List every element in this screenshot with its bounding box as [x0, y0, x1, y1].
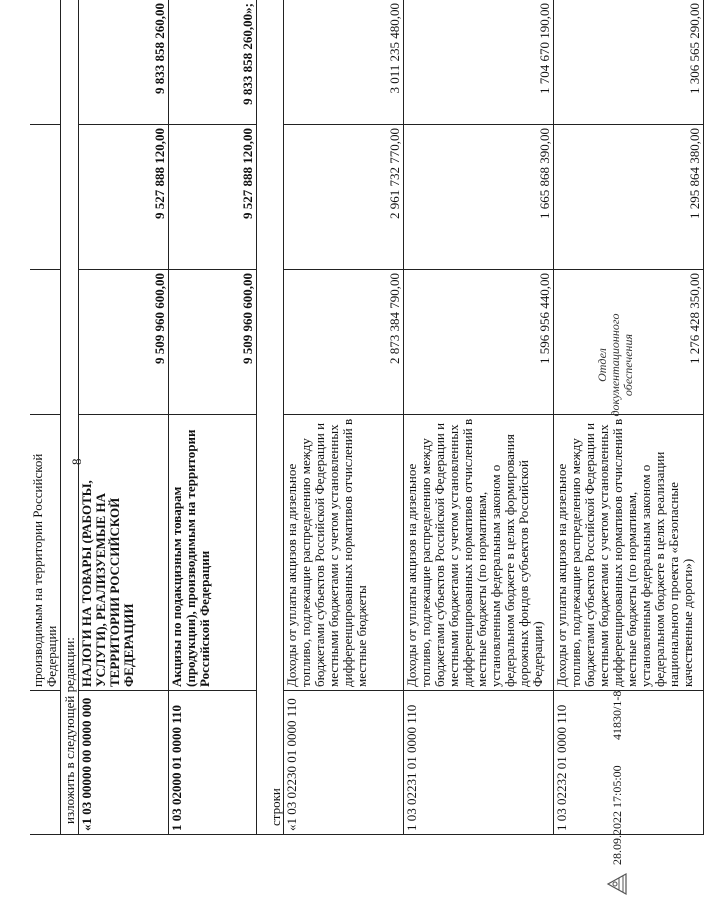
table-row [169, 0, 257, 835]
amount-year2: 2 961 732 770,00 [284, 125, 404, 270]
amount-cell-empty [30, 0, 61, 125]
budget-code: 1 03 02231 01 0000 110 [404, 691, 554, 835]
document-stamp-icon [604, 871, 628, 897]
table-row-intro [30, 0, 61, 835]
amount-cell-empty [30, 270, 61, 415]
footer-document-number: 41830/1-8 [610, 690, 624, 740]
budget-code: 1 03 02232 01 0000 110 [554, 691, 704, 835]
table-row [284, 0, 404, 835]
instruction-rows-text: строки [257, 0, 284, 835]
amount-year2: 1 665 868 390,00 [404, 125, 554, 270]
table-row [79, 0, 169, 835]
amount-year2: 9 527 888 120,00 [79, 125, 169, 270]
footer-department: Отдел документационного обеспечения [595, 313, 635, 417]
amount-year1: 9 509 960 600,00 [169, 270, 257, 415]
footer-timestamp: 28.09.2022 17:05:00 [610, 765, 624, 865]
budget-code: 1 03 02000 01 0000 110 [169, 691, 257, 835]
row-description: Доходы от уплаты акцизов на дизельное топливо, подлежащие распределению между бюджетами субъектов Российской Федерации и местными бюджетами с учетом установленных дифференцированных нормативов отчислений в местные бюджеты [284, 415, 404, 691]
row-description: НАЛОГИ НА ТОВАРЫ (РАБОТЫ, УСЛУГИ), РЕАЛИЗУЕМЫЕ НА ТЕРРИТОРИИ РОССИЙСКОЙ ФЕДЕРАЦИИ [79, 415, 169, 691]
description-cell: производимым на территории Российской Федерации [30, 415, 61, 691]
amount-year3: 9 833 858 260,00»; [169, 0, 257, 125]
amount-year2: 1 295 864 380,00 [554, 125, 704, 270]
amount-year1: 2 873 384 790,00 [284, 270, 404, 415]
amount-year1: 9 509 960 600,00 [79, 270, 169, 415]
instruction-row [61, 0, 79, 835]
table-row [404, 0, 554, 835]
amount-cell-empty [30, 125, 61, 270]
amount-year3: 1 704 670 190,00 [404, 0, 554, 125]
amount-year1: 1 596 956 440,00 [404, 270, 554, 415]
page-number: 8 [69, 458, 84, 465]
instruction-row [257, 0, 284, 835]
instruction-edit-text: изложить в следующей редакции: [61, 0, 79, 835]
amount-year3: 1 306 565 290,00 [554, 0, 704, 125]
code-cell-empty [30, 691, 61, 835]
amount-year2: 9 527 888 120,00 [169, 125, 257, 270]
row-description: Акцизы по подакцизным товарам (продукции), производимым на территории Российской Федерации [169, 415, 257, 691]
budget-code: «1 03 00000 00 0000 000 [79, 691, 169, 835]
row-description: Доходы от уплаты акцизов на дизельное топливо, подлежащие распределению между бюджетами субъектов Российской Федерации и местными бюджетами с учетом установленных дифференцированных нормативов отчислений в местные бюджеты (по нормативам, установленным федеральным законом о федеральном бюджете в целях реализации национального проекта «Безопасные качественные дороги») [554, 415, 704, 691]
amount-year1: 1 276 428 350,00 [554, 270, 704, 415]
amount-year3: 3 011 235 480,00 [284, 0, 404, 125]
budget-code: «1 03 02230 01 0000 110 [284, 691, 404, 835]
amount-year3: 9 833 858 260,00 [79, 0, 169, 125]
row-description: Доходы от уплаты акцизов на дизельное топливо, подлежащие распределению между бюджетами субъектов Российской Федерации и местными бюджетами с учетом установленных дифференцированных нормативов отчислений в местные бюджеты (по нормативам, установленным федеральным законом о федеральном бюджете в целях формирования дорожных фондов субъектов Российской Федерации) [404, 415, 554, 691]
